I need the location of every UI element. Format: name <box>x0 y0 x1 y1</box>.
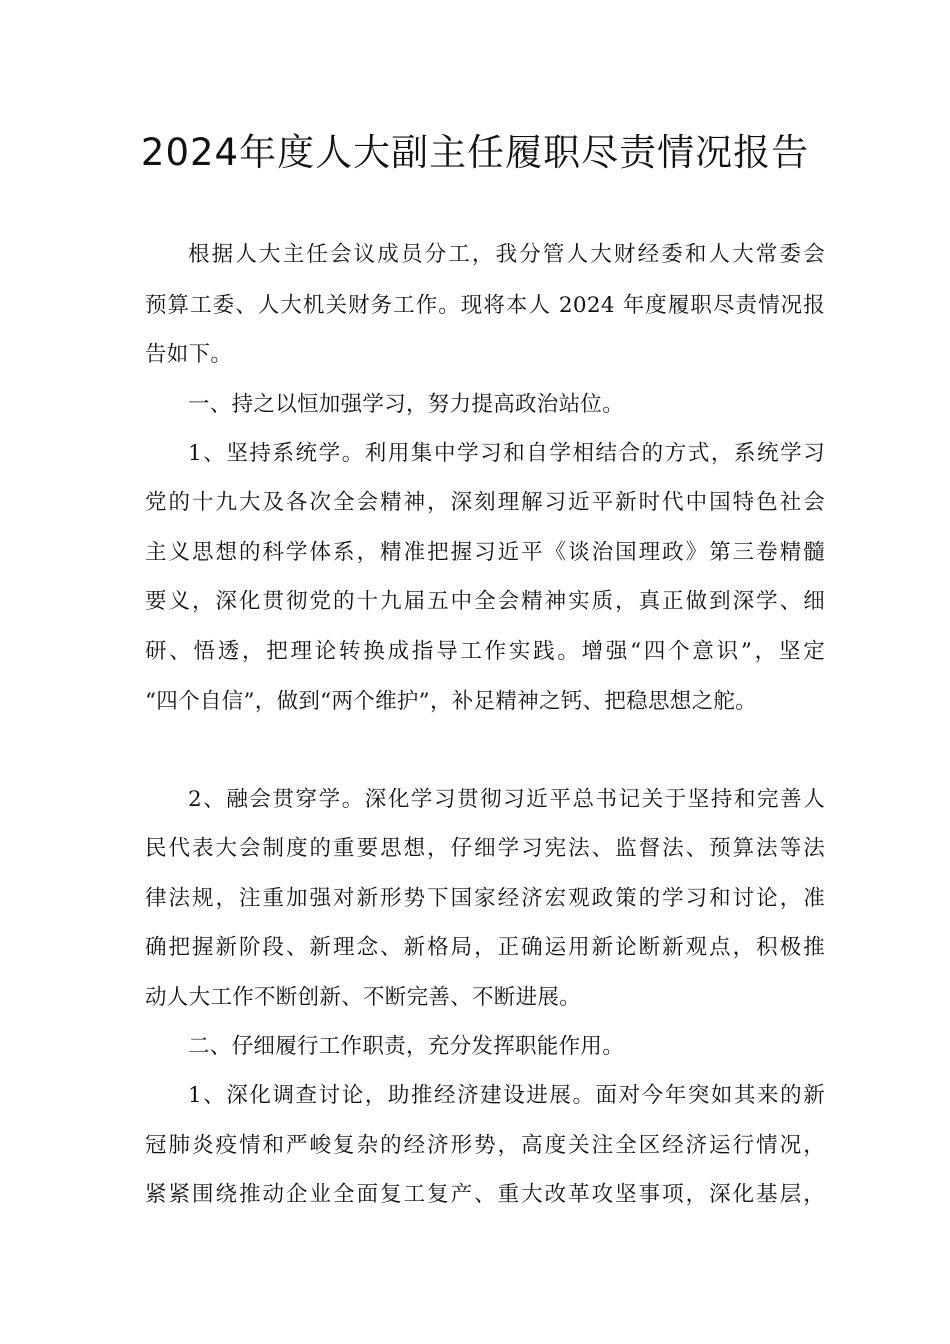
paragraph-line: 确把握新阶段、新理念、新格局，正确运用新论断新观点，积极推 <box>145 935 825 960</box>
paragraph-line: 冠肺炎疫情和严峻复杂的经济形势，高度关注全区经济运行情况， <box>145 1133 825 1158</box>
paragraph-line: 2、融会贯穿学。深化学习贯彻习近平总书记关于坚持和完善人 <box>188 787 825 812</box>
paragraph-line: 民代表大会制度的重要思想，仔细学习宪法、监督法、预算法等法 <box>145 836 825 861</box>
paragraph-line: 动人大工作不断创新、不断完善、不断进展。 <box>145 985 582 1010</box>
section-heading: 二、仔细履行工作职责，充分发挥职能作用。 <box>188 1034 625 1059</box>
document-title: 2024年度人大副主任履职尽责情况报告 <box>140 131 810 174</box>
paragraph-line: 预算工委、人大机关财务工作。现将本人 2024 年度履职尽责情况报 <box>145 293 825 318</box>
paragraph-line: 主义思想的科学体系，精准把握习近平《谈治国理政》第三卷精髓 <box>145 540 825 565</box>
paragraph-line: 要义，深化贯彻党的十九届五中全会精神实质，真正做到深学、细 <box>145 589 825 614</box>
paragraph-line: 紧紧围绕推动企业全面复工复产、重大改革攻坚事项，深化基层， <box>145 1182 825 1207</box>
paragraph-line: 1、坚持系统学。利用集中学习和自学相结合的方式，系统学习 <box>188 441 825 466</box>
section-heading: 一、持之以恒加强学习，努力提高政治站位。 <box>188 392 625 417</box>
paragraph-line: 党的十九大及各次全会精神，深刻理解习近平新时代中国特色社会 <box>145 490 825 515</box>
paragraph-line: 根据人大主任会议成员分工，我分管人大财经委和人大常委会 <box>188 242 825 267</box>
paragraph-line: “四个自信”，做到“两个维护”，补足精神之钙、把稳思想之舵。 <box>145 689 757 714</box>
paragraph-line: 研、悟透，把理论转换成指导工作实践。增强“四个意识”，坚定 <box>145 639 825 664</box>
paragraph-line: 律法规，注重加强对新形势下国家经济宏观政策的学习和讨论，准 <box>145 886 825 911</box>
paragraph-line: 1、深化调查讨论，助推经济建设进展。面对今年突如其来的新 <box>188 1083 825 1108</box>
paragraph-line: 告如下。 <box>145 342 233 367</box>
